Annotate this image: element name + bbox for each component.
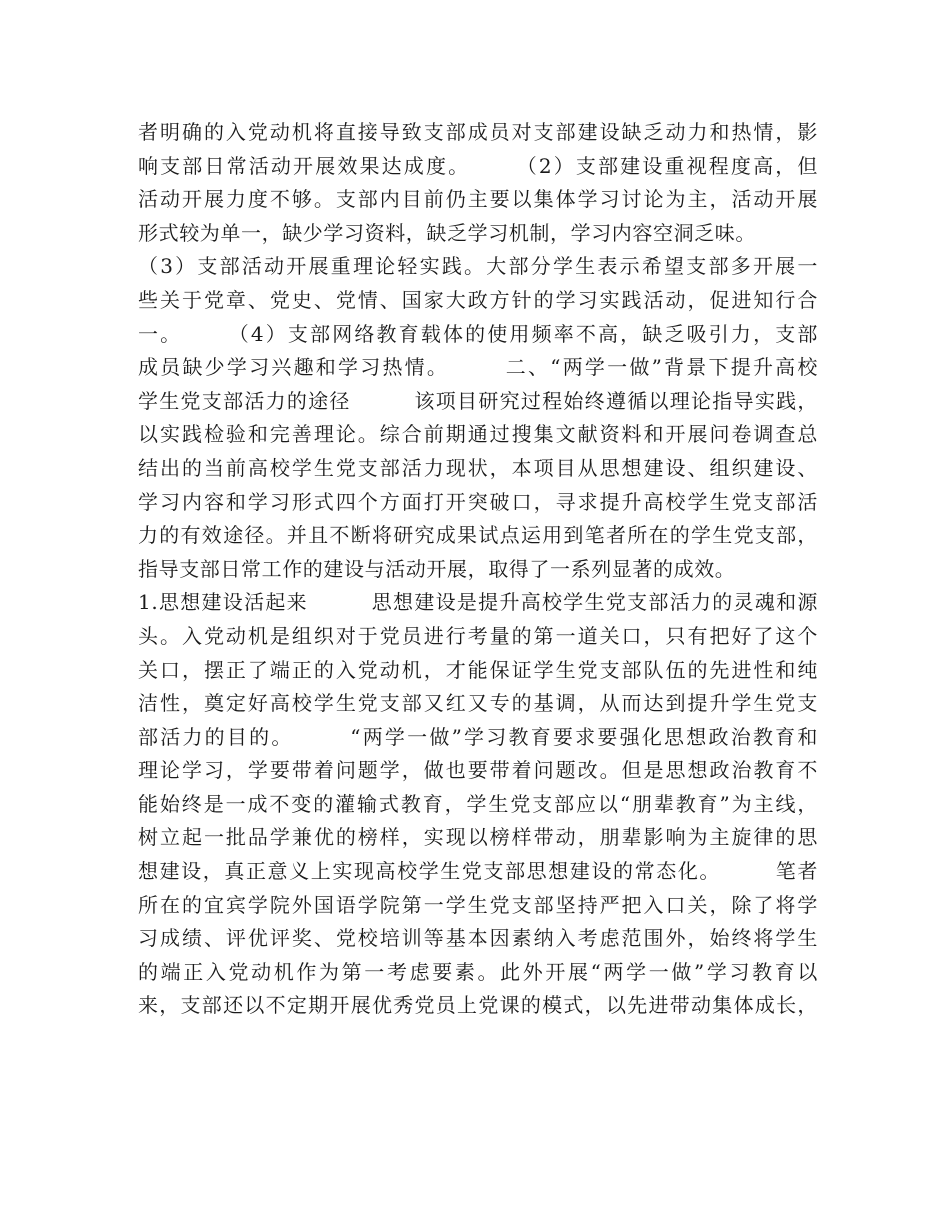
text-line: 形式较为单一，缺少学习资料，缺乏学习机制，学习内容空洞乏味。 [138,220,756,245]
text-line: 来，支部还以不定期开展优秀党员上党课的模式，以先进带动集体成长， [138,993,818,1018]
text-line: 想建设，真正意义上实现高校学生党支部思想建设的常态化。 笔者 [138,859,818,884]
text-line: 活动开展力度不够。支部内目前仍主要以集体学习讨论为主，活动开展 [138,187,818,212]
text-line: 理论学习，学要带着问题学，做也要带着问题改。但是思想政治教育不 [138,758,818,783]
text-line: 指导支部日常工作的建设与活动开展，取得了一系列显著的成效。 [138,556,736,581]
text-line: 学生党支部活力的途径 该项目研究过程始终遵循以理论指导实践， [138,388,818,413]
text-line: 些关于党章、党史、党情、国家大政方针的学习实践活动，促进知行合 [138,287,818,312]
text-line: 力的有效途径。并且不断将研究成果试点运用到笔者所在的学生党支部， [138,523,818,548]
text-line: 1.思想建设活起来 思想建设是提升高校学生党支部活力的灵魂和源 [138,590,818,615]
text-line: 一。 （4）支部网络教育载体的使用频率不高，缺乏吸引力，支部 [138,321,818,346]
text-line: 洁性，奠定好高校学生党支部又红又专的基调，从而达到提升学生党支 [138,691,818,716]
text-line: 成员缺少学习兴趣和学习热情。 二、“两学一做”背景下提升高校 [138,355,818,380]
text-line: 结出的当前高校学生党支部活力现状，本项目从思想建设、组织建设、 [138,455,818,480]
text-line: 响支部日常活动开展效果达成度。 （2）支部建设重视程度高，但 [138,153,818,178]
text-line: 者明确的入党动机将直接导致支部成员对支部建设缺乏动力和热情，影 [138,120,818,144]
text-line: 所在的宜宾学院外国语学院第一学生党支部坚持严把入口关，除了将学 [138,892,818,917]
text-line: 头。入党动机是组织对于党员进行考量的第一道关口，只有把好了这个 [138,623,818,648]
text-line: 能始终是一成不变的灌输式教育，学生党支部应以“朋辈教育”为主线， [138,791,818,816]
text-line: 树立起一批品学兼优的榜样，实现以榜样带动，朋辈影响为主旋律的思 [138,825,818,850]
text-line: 以实践检验和完善理论。综合前期通过搜集文献资料和开展问卷调查总 [138,422,818,447]
text-line: 学习内容和学习形式四个方面打开突破口，寻求提升高校学生党支部活 [138,489,818,514]
body-text [138,116,818,1023]
text-line: 部活力的目的。 “两学一做”学习教育要求要强化思想政治教育和 [138,724,818,749]
text-line: 关口，摆正了端正的入党动机，才能保证学生党支部队伍的先进性和纯 [138,657,818,682]
text-line: 习成绩、评优评奖、党校培训等基本因素纳入考虑范围外，始终将学生 [138,926,818,951]
text-line: 的端正入党动机作为第一考虑要素。此外开展“两学一做”学习教育以 [138,959,818,984]
text-line: （3）支部活动开展重理论轻实践。大部分学生表示希望支部多开展一 [138,254,818,279]
